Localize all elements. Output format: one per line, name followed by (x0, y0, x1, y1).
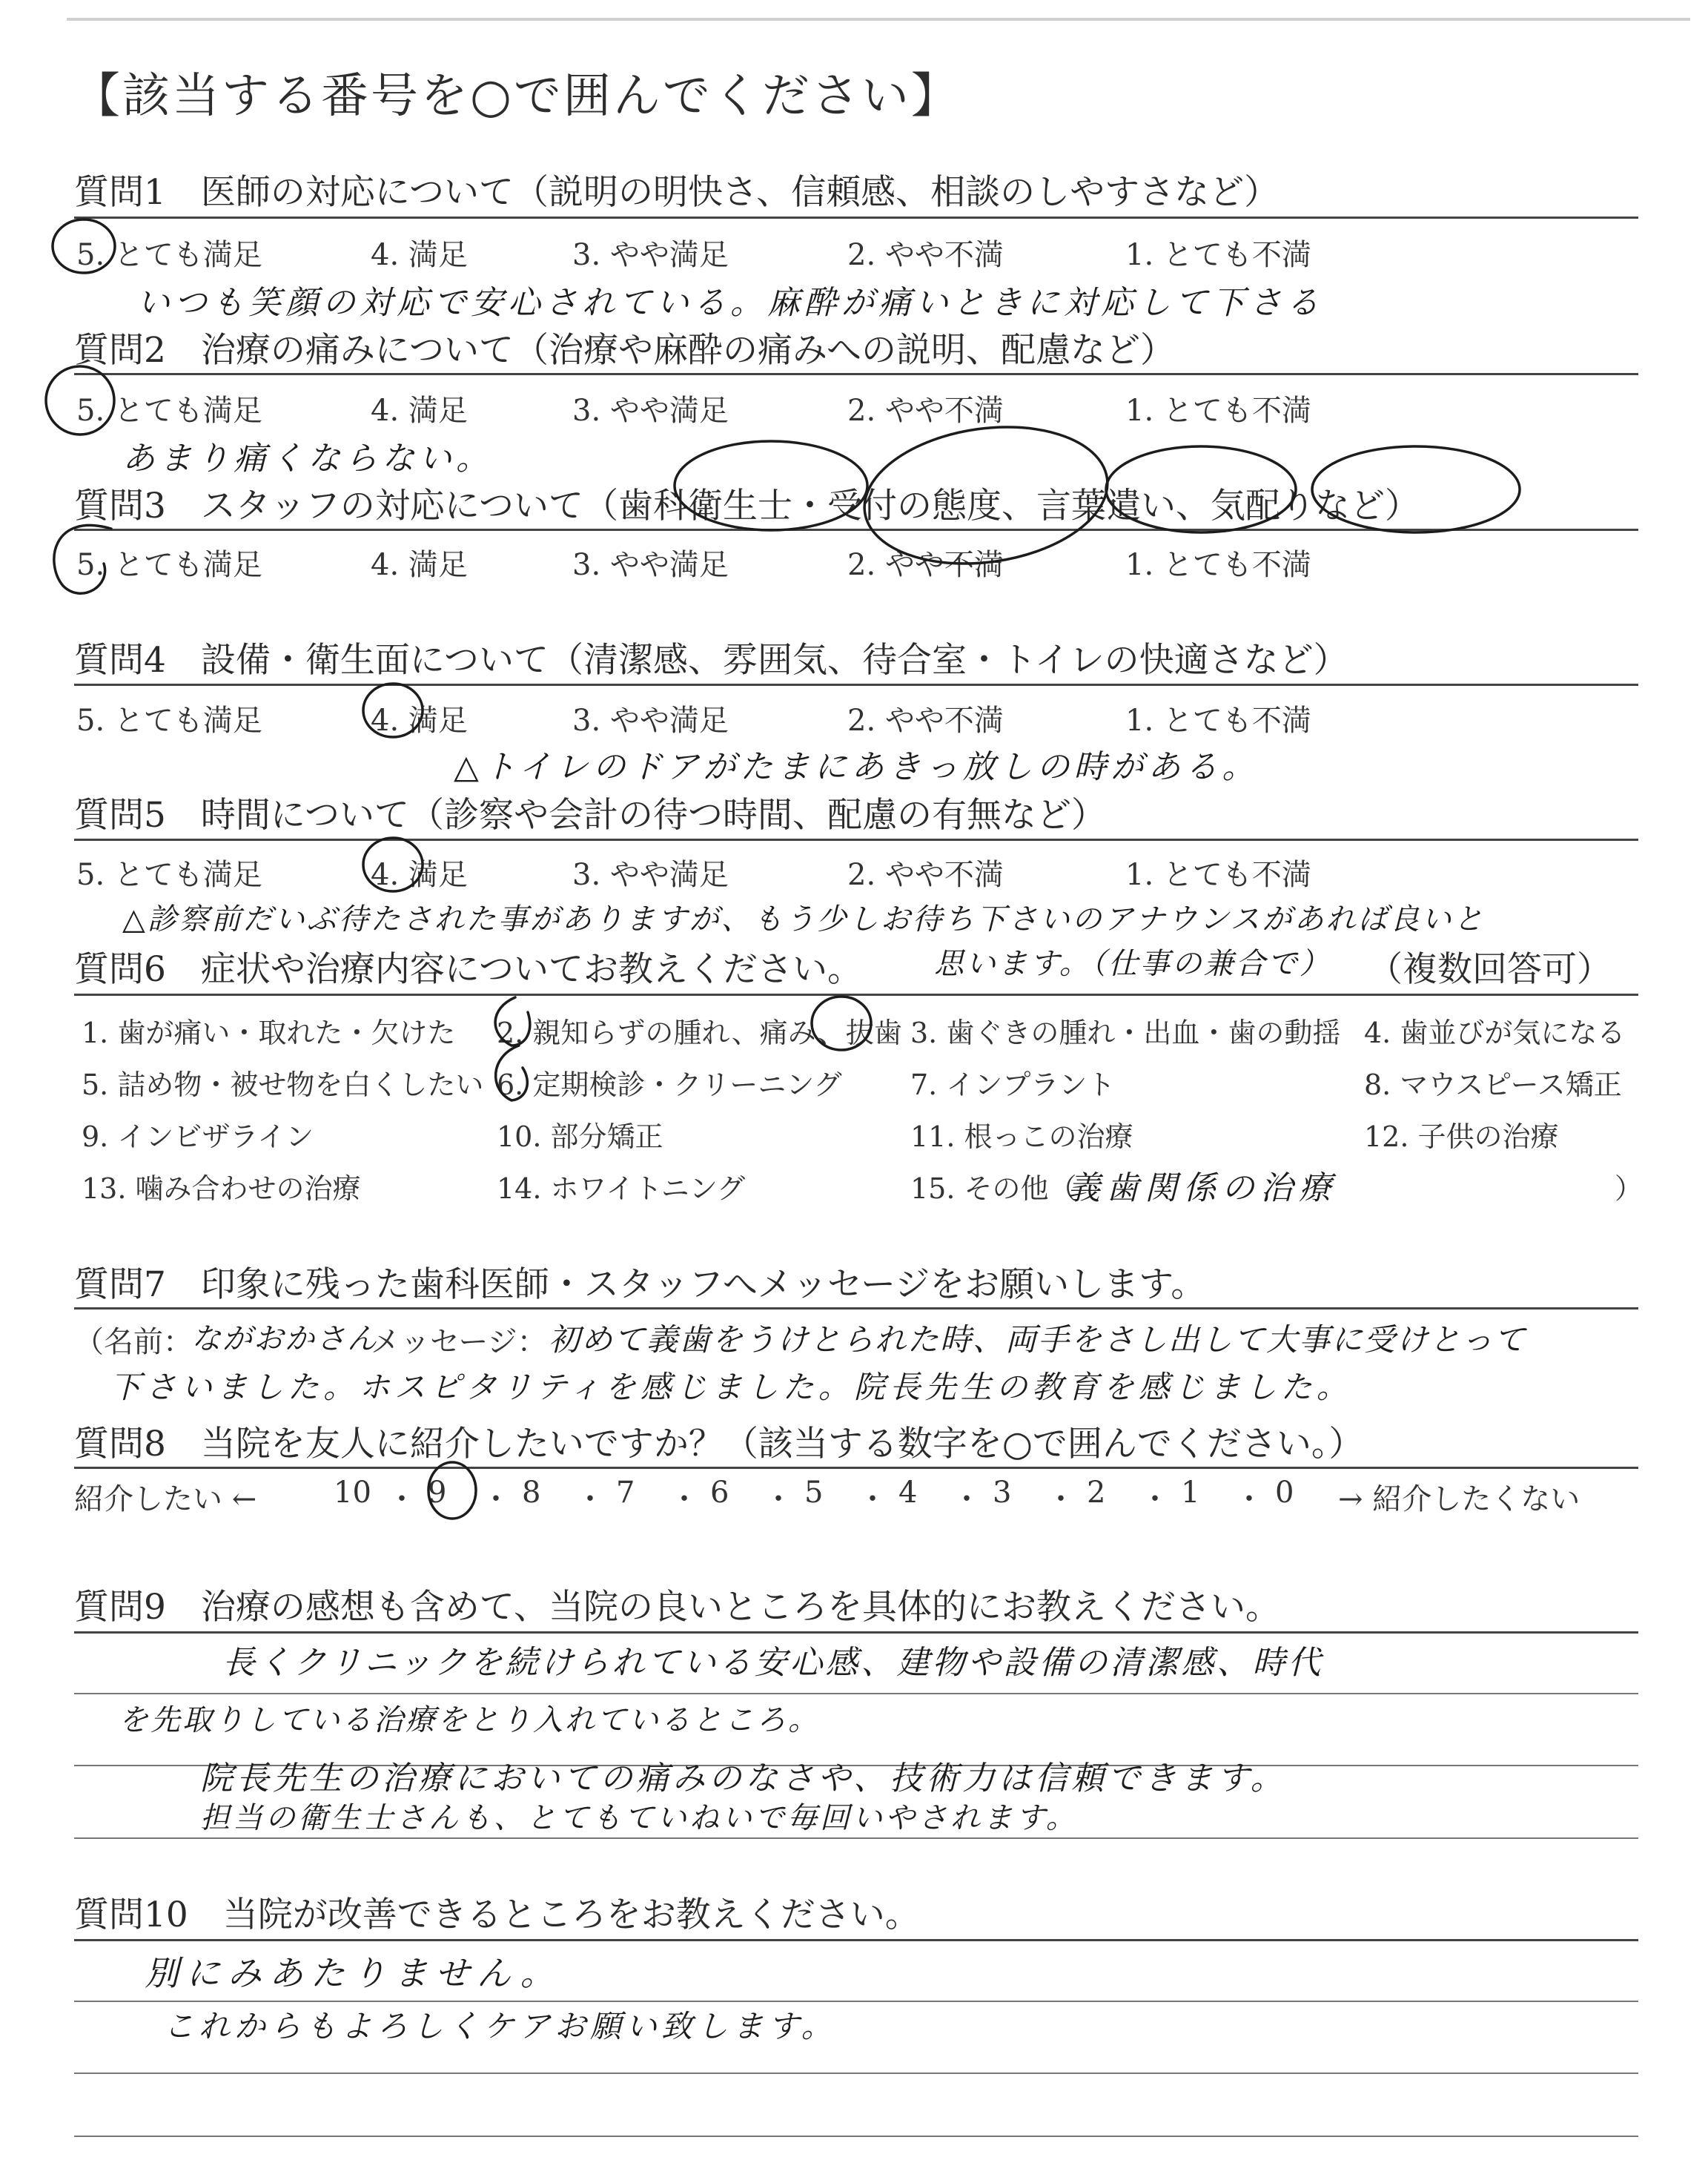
q1-comment: いつも笑顔の対応で安心されている。麻酔が痛いときに対応して下さる (137, 284, 1323, 322)
q8-separator-dot: ・ (1234, 1482, 1264, 1516)
q6-item-3[interactable]: 3. 歯ぐきの腫れ・出血・歯の動揺 (910, 1017, 1341, 1049)
q7-message-line1: 初めて義歯をうけとられた時、両手をさし出して大事に受けとって (549, 1321, 1527, 1358)
q1-option-5[interactable]: 5. とても満足 (76, 238, 262, 272)
q8-separator-dot: ・ (952, 1482, 982, 1516)
q7-name-label: （名前： (74, 1325, 193, 1359)
page-heading: 【該当する番号を○で囲んでください】 (73, 69, 961, 124)
q6-item-11[interactable]: 11. 根っこの治療 (910, 1120, 1133, 1153)
q8-separator-dot: ・ (1046, 1482, 1076, 1516)
q5-option-2[interactable]: 2. やや不満 (847, 858, 1004, 892)
q4-option-2[interactable]: 2. やや不満 (847, 704, 1004, 738)
q5-title: 質問5 時間について（診察や会計の待つ時間、配慮の有無など） (74, 795, 1106, 836)
q8-number-8[interactable]: 8 (522, 1476, 541, 1510)
q6-item-4[interactable]: 4. 歯並びが気になる (1364, 1017, 1626, 1049)
q8-number-1[interactable]: 1 (1181, 1476, 1200, 1510)
q10-rule (74, 1939, 1638, 1941)
q9-writing-line-3 (74, 1837, 1638, 1839)
q10-title: 質問10 当院が改善できるところをお教えください。 (74, 1895, 920, 1935)
q8-separator-dot: ・ (764, 1482, 793, 1516)
q4-comment: △トイレのドアがたまにあきっ放しの時がある。 (454, 748, 1260, 786)
q2-comment: あまり痛くならない。 (122, 440, 493, 478)
q4-title: 質問4 設備・衛生面について（清潔感、雰囲気、待合室・トイレの快適さなど） (74, 640, 1348, 681)
q2-rule (74, 373, 1638, 375)
q8-number-9[interactable]: 9 (428, 1476, 447, 1510)
q1-rule (74, 217, 1638, 219)
q9-answer-line1: 長くクリニックを続けられている安心感、建物や設備の清潔感、時代 (222, 1644, 1324, 1682)
q10-writing-line-3 (74, 2136, 1638, 2137)
q8-number-2[interactable]: 2 (1087, 1476, 1106, 1510)
q10-writing-line-2 (74, 2073, 1638, 2074)
q1-option-1[interactable]: 1. とても不満 (1125, 238, 1311, 272)
q3-option-5[interactable]: 5. とても満足 (76, 548, 262, 582)
q3-title: 質問3 スタッフの対応について（歯科衛生士・受付の態度、言葉遣い、気配りなど） (74, 486, 1420, 526)
q2-option-3[interactable]: 3. やや満足 (572, 394, 729, 428)
q8-number-3[interactable]: 3 (993, 1476, 1012, 1510)
q8-number-4[interactable]: 4 (898, 1476, 918, 1510)
q10-answer-line2: これからもよろしくケアお願い致します。 (163, 2008, 837, 2044)
q2-option-2[interactable]: 2. やや不満 (847, 394, 1004, 428)
q5-rule (74, 839, 1638, 841)
q8-number-7[interactable]: 7 (616, 1476, 635, 1510)
q8-number-0[interactable]: 0 (1275, 1476, 1294, 1510)
q9-answer-line4: 担当の衛生士さんも、とてもていねいで毎回いやされます。 (200, 1801, 1079, 1835)
q4-option-3[interactable]: 3. やや満足 (572, 704, 729, 738)
q5-option-4[interactable]: 4. 満足 (371, 858, 468, 892)
q1-option-3[interactable]: 3. やや満足 (572, 238, 729, 272)
q6-multiple-note: （複数回答可） (1368, 949, 1612, 990)
q6-item-10[interactable]: 10. 部分矯正 (497, 1120, 663, 1153)
q8-separator-dot: ・ (575, 1482, 605, 1516)
top-border (67, 18, 1690, 21)
q10-answer-line1: 別にみあたりません。 (145, 1953, 562, 1993)
q5-option-1[interactable]: 1. とても不満 (1125, 858, 1311, 892)
q3-rule (74, 529, 1638, 531)
q6-item-14[interactable]: 14. ホワイトニング (497, 1172, 746, 1205)
q6-item-5[interactable]: 5. 詰め物・被せ物を白くしたい (82, 1069, 484, 1101)
q7-message-line2: 下さいました。ホスピタリティを感じました。院長先生の教育を感じました。 (110, 1369, 1352, 1405)
q9-writing-line-1 (74, 1693, 1638, 1694)
q7-message-label: メッセージ： (371, 1325, 547, 1359)
q3-option-1[interactable]: 1. とても不満 (1125, 548, 1311, 582)
q1-option-4[interactable]: 4. 満足 (371, 238, 468, 272)
q6-item-2[interactable]: 2. 親知らずの腫れ、痛み、抜歯 (497, 1017, 902, 1049)
q3-option-3[interactable]: 3. やや満足 (572, 548, 729, 582)
q6-item-8[interactable]: 8. マウスピース矯正 (1364, 1069, 1622, 1101)
q8-number-5[interactable]: 5 (804, 1476, 824, 1510)
q4-rule (74, 684, 1638, 686)
q5-option-5[interactable]: 5. とても満足 (76, 858, 262, 892)
q2-option-1[interactable]: 1. とても不満 (1125, 394, 1311, 428)
q7-title: 質問7 印象に残った歯科医師・スタッフへメッセージをお願いします。 (74, 1264, 1206, 1305)
q6-item-7[interactable]: 7. インプラント (910, 1069, 1116, 1101)
q6-other-text: 義歯関係の治療 (1068, 1169, 1337, 1207)
q8-number-10[interactable]: 10 (334, 1476, 371, 1510)
q4-option-1[interactable]: 1. とても不満 (1125, 704, 1311, 738)
q8-number-6[interactable]: 6 (710, 1476, 729, 1510)
q1-title: 質問1 医師の対応について（説明の明快さ、信頼感、相談のしやすさなど） (74, 172, 1280, 213)
q6-title: 質問6 症状や治療内容についてお教えください。 (74, 949, 862, 990)
q1-option-2[interactable]: 2. やや不満 (847, 238, 1004, 272)
q9-rule (74, 1631, 1638, 1634)
q5-option-3[interactable]: 3. やや満足 (572, 858, 729, 892)
q6-rule (74, 994, 1638, 996)
q7-name-value: ながおかさん (191, 1322, 378, 1356)
q9-title: 質問9 治療の感想も含めて、当院の良いところを具体的にお教えください。 (74, 1587, 1280, 1628)
q8-separator-dot: ・ (387, 1482, 417, 1516)
q8-title: 質問8 当院を友人に紹介したいですか？（該当する数字を○で囲んでください。） (74, 1424, 1364, 1464)
q8-separator-dot: ・ (858, 1482, 887, 1516)
q7-rule (74, 1307, 1638, 1309)
q6-item-6[interactable]: 6. 定期検診・クリーニング (497, 1069, 842, 1101)
q2-option-5[interactable]: 5. とても満足 (76, 394, 262, 428)
q3-option-4[interactable]: 4. 満足 (371, 548, 468, 582)
q8-left-label: 紹介したい ← (74, 1482, 257, 1516)
q6-item-15[interactable]: 15. その他（ (910, 1172, 1077, 1205)
q2-option-4[interactable]: 4. 満足 (371, 394, 468, 428)
q5-comment-line2: 思います。（仕事の兼合で） (934, 947, 1331, 981)
q8-separator-dot: ・ (481, 1482, 511, 1516)
q4-option-4[interactable]: 4. 満足 (371, 704, 468, 738)
q8-right-label: → 紹介したくない (1338, 1482, 1580, 1516)
q6-item-9[interactable]: 9. インビザライン (82, 1120, 314, 1153)
q6-other-close: ） (1615, 1172, 1644, 1205)
q5-comment-line1: △診察前だいぶ待たされた事がありますが、もう少しお待ち下さいのアナウンスがあれば良いと (122, 902, 1486, 937)
q6-item-1[interactable]: 1. 歯が痛い・取れた・欠けた (82, 1017, 456, 1049)
q6-item-13[interactable]: 13. 噛み合わせの治療 (82, 1172, 361, 1205)
q6-item-12[interactable]: 12. 子供の治療 (1364, 1120, 1559, 1153)
q2-title: 質問2 治療の痛みについて（治療や麻酔の痛みへの説明、配慮など） (74, 330, 1176, 371)
q8-separator-dot: ・ (669, 1482, 699, 1516)
q9-answer-line2: を先取りしている治療をとり入れているところ。 (119, 1703, 820, 1737)
q3-option-2[interactable]: 2. やや不満 (847, 548, 1004, 582)
q4-option-5[interactable]: 5. とても満足 (76, 704, 262, 738)
q8-rule (74, 1467, 1638, 1469)
q9-answer-line3: 院長先生の治療においての痛みのなさや、技術力は信頼できます。 (200, 1760, 1287, 1797)
q8-separator-dot: ・ (1140, 1482, 1170, 1516)
